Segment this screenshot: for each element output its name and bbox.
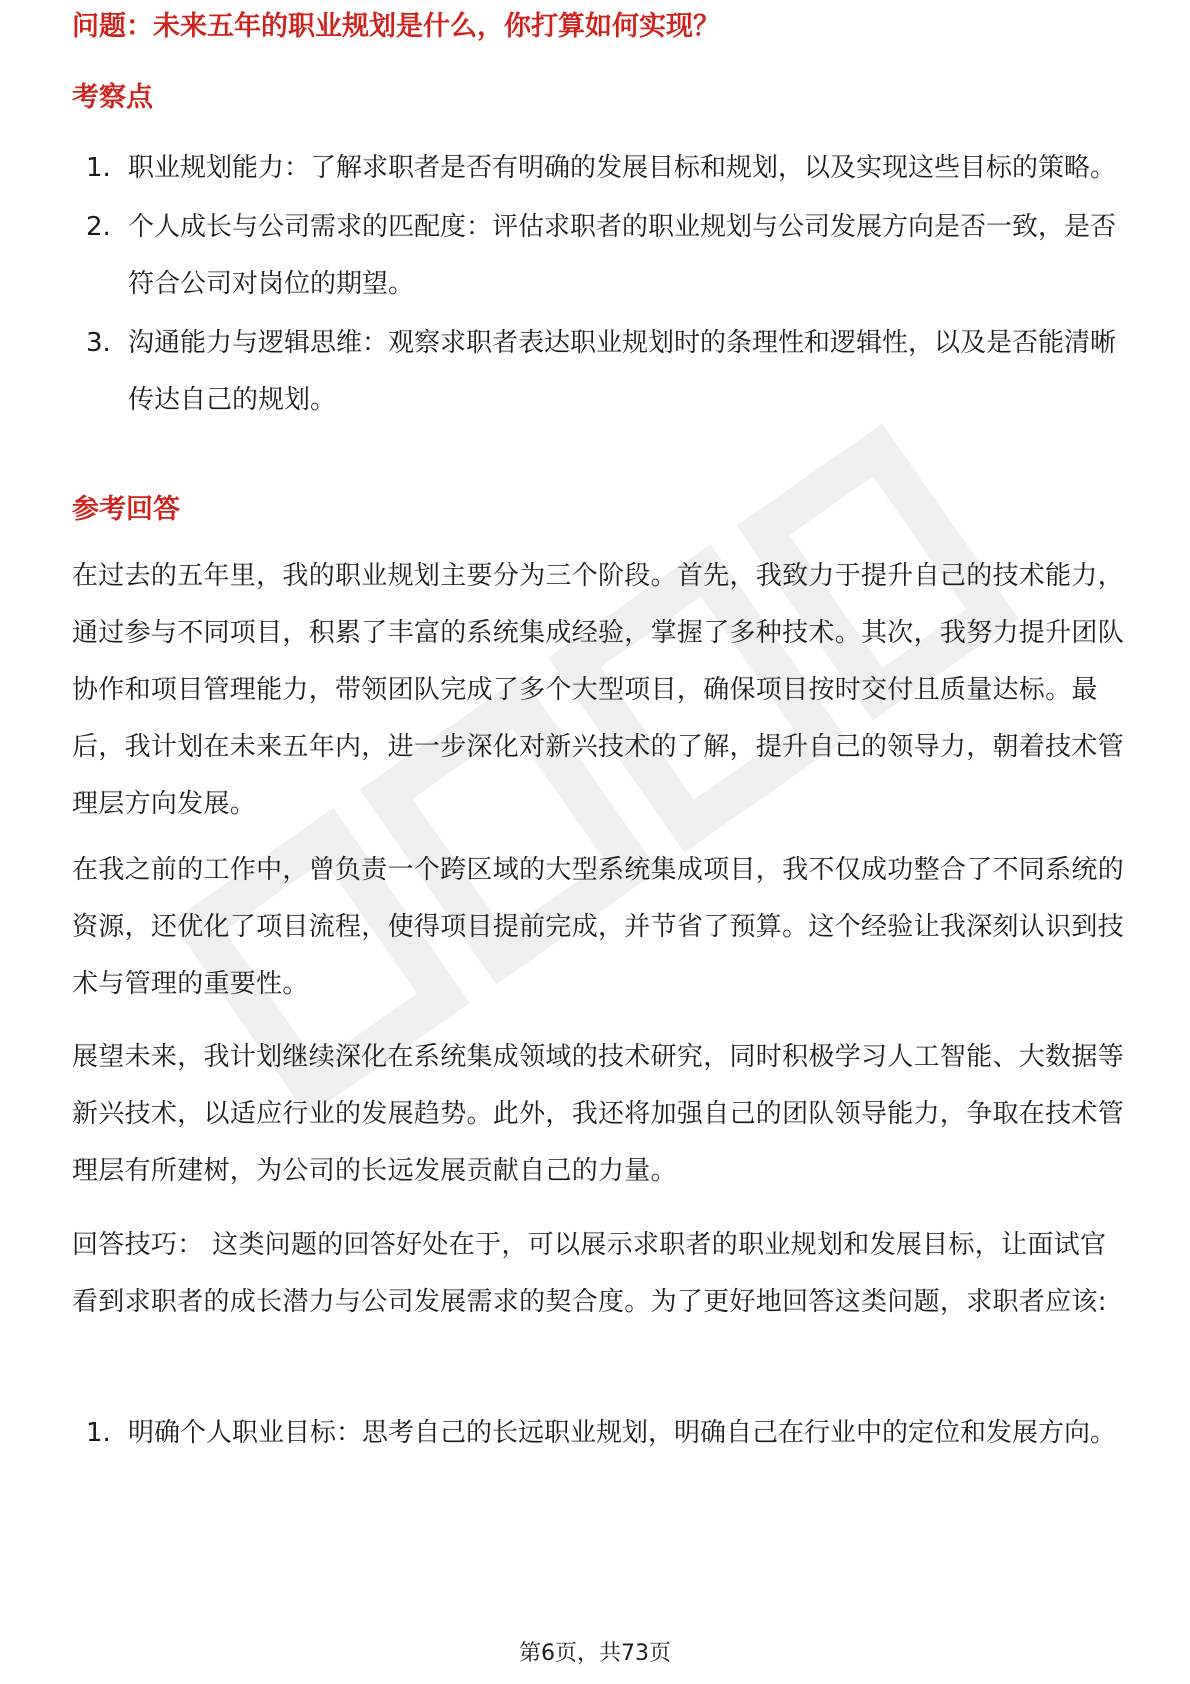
tips-list [72, 1405, 1132, 1464]
section-title-reference-answer: 参考回答 [72, 494, 180, 525]
list-item: 1. 明确个人职业目标：思考自己的长远职业规划，明确自己在行业中的定位和发展方向。 [86, 1418, 1117, 1448]
exam-points-list [72, 140, 1132, 431]
list-item: 2. 个人成长与公司需求的匹配度：评估求职者的职业规划与公司发展方向是否一致，是否符合公司对岗位的期望。 [86, 212, 1117, 299]
answer-paragraph-2: 在我之前的工作中，曾负责一个跨区域的大型系统集成项目，我不仅成功整合了不同系统的资源，还优化了项目流程，使得项目提前完成，并节省了预算。这个经验让我深刻认识到技术与管理的重要性。 [72, 855, 1125, 999]
section-title-exam-points: 考察点 [72, 82, 153, 113]
cut-off-heading: 问题：未来五年的职业规划是什么，你打算如何实现？ [72, 11, 720, 42]
answer-paragraph-3: 展望未来，我计划继续深化在系统集成领域的技术研究，同时积极学习人工智能、大数据等新兴技术，以适应行业的发展趋势。此外，我还将加强自己的团队领导能力，争取在技术管理层有所建树，为公司的长远发展贡献自己的力量。 [72, 1042, 1125, 1186]
list-item: 3. 沟通能力与逻辑思维：观察求职者表达职业规划时的条理性和逻辑性，以及是否能清晰传达自己的规划。 [86, 328, 1117, 415]
answer-paragraph-1: 在过去的五年里，我的职业规划主要分为三个阶段。首先，我致力于提升自己的技术能力，通过参与不同项目，积累了丰富的系统集成经验，掌握了多种技术。其次，我努力提升团队协作和项目管理能力，带领团队完成了多个大型项目，确保项目按时交付且质量达标。最后，我计划在未来五年内，进一步深化对新兴技术的了解，提升自己的领导力，朝着技术管理层方向发展。 [72, 561, 1125, 819]
answer-tips-paragraph: 回答技巧： 这类问题的回答好处在于，可以展示求职者的职业规划和发展目标，让面试官看到求职者的成长潜力与公司发展需求的契合度。为了更好地回答这类问题，求职者应该: [72, 1230, 1107, 1317]
list-item: 1. 职业规划能力：了解求职者是否有明确的发展目标和规划，以及实现这些目标的策略。 [86, 153, 1117, 183]
page-footer: 第6页，共73页 [519, 1641, 671, 1666]
